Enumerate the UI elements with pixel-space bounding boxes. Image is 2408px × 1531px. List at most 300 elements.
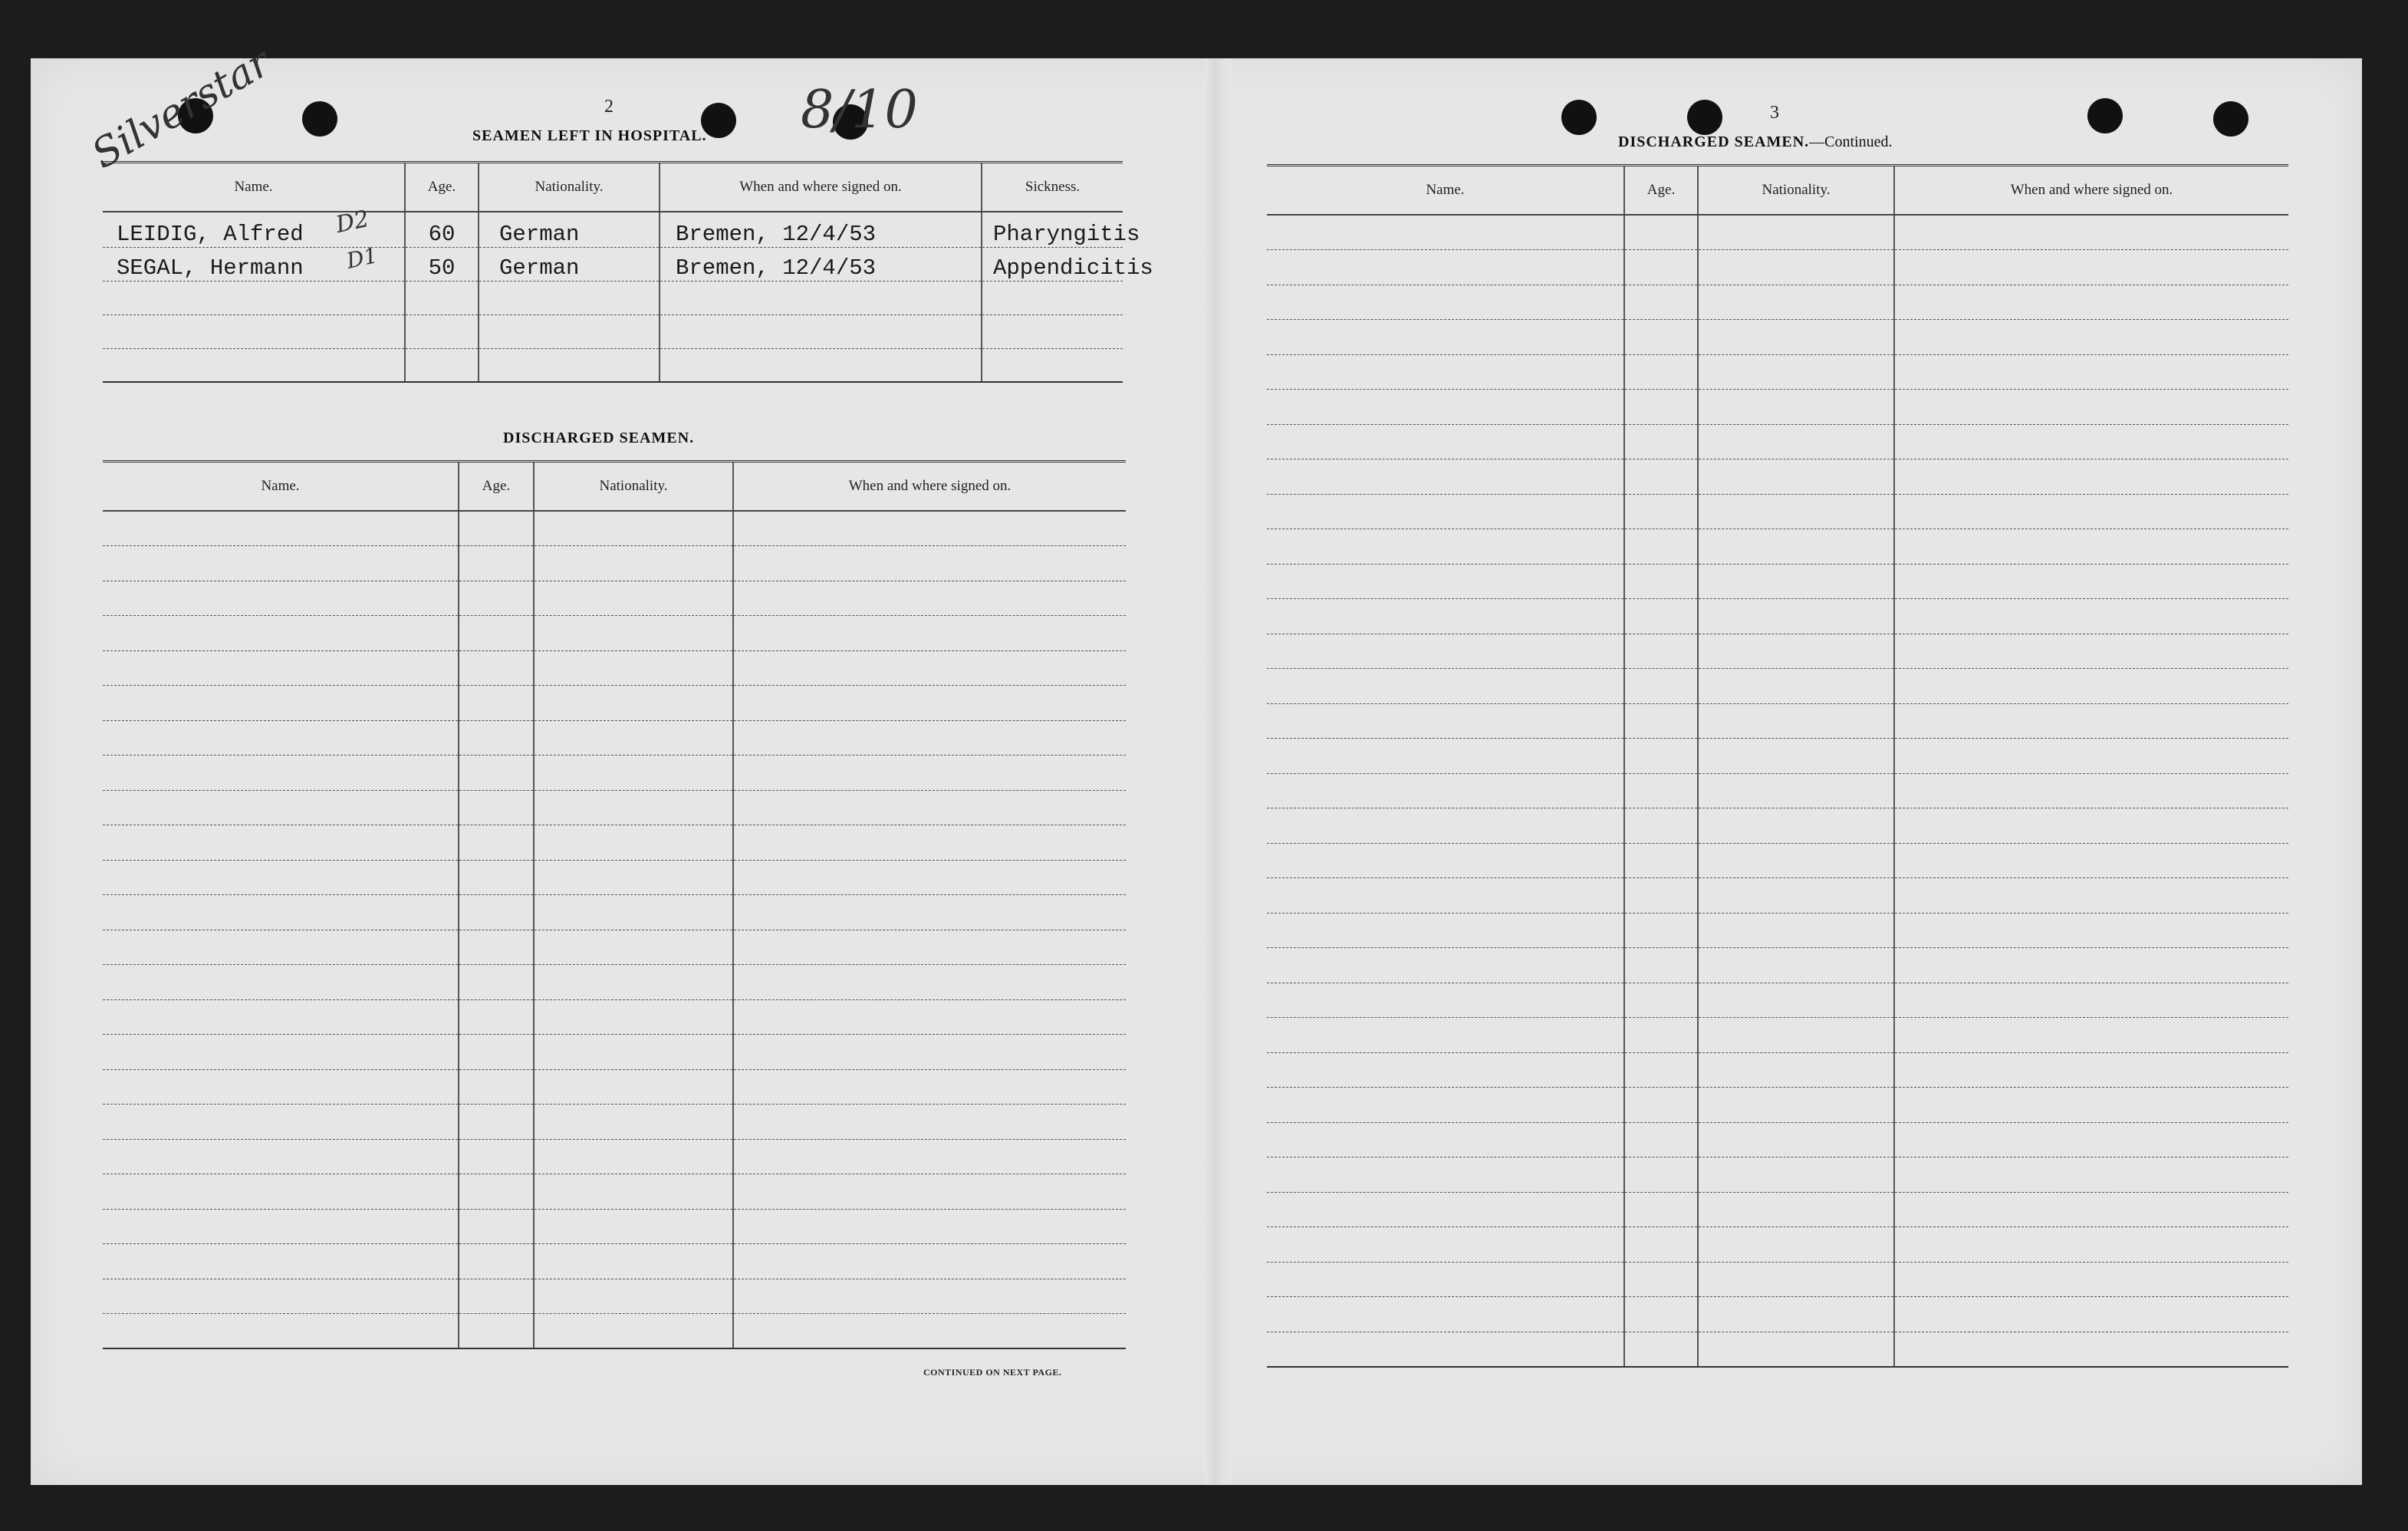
column-header-name: Name. bbox=[103, 462, 459, 512]
blank-cell bbox=[1698, 1122, 1894, 1157]
blank-cell bbox=[1894, 564, 2288, 599]
column-header-signed-on: When and where signed on. bbox=[660, 163, 982, 212]
blank-cell bbox=[1267, 564, 1624, 599]
blank-cell bbox=[1267, 529, 1624, 565]
blank-cell bbox=[1267, 599, 1624, 634]
table-row bbox=[1267, 1192, 2288, 1227]
blank-cell bbox=[1267, 703, 1624, 739]
blank-cell bbox=[459, 965, 534, 1000]
section-title-text: DISCHARGED SEAMEN. bbox=[1618, 133, 1810, 150]
blank-cell bbox=[1698, 1262, 1894, 1297]
blank-cell bbox=[1698, 1052, 1894, 1088]
blank-cell bbox=[1267, 634, 1624, 669]
table-row bbox=[1267, 1297, 2288, 1332]
table-row bbox=[1267, 983, 2288, 1018]
table-row bbox=[103, 511, 1126, 546]
blank-cell bbox=[1624, 913, 1698, 948]
blank-cell bbox=[534, 616, 733, 651]
blank-cell bbox=[459, 1244, 534, 1279]
blank-cell bbox=[534, 999, 733, 1035]
blank-cell bbox=[1894, 773, 2288, 808]
blank-cell bbox=[1267, 1122, 1624, 1157]
table-row bbox=[1267, 599, 2288, 634]
blank-cell bbox=[1624, 1297, 1698, 1332]
blank-cell bbox=[459, 1035, 534, 1070]
continued-note: CONTINUED ON NEXT PAGE. bbox=[923, 1367, 1062, 1378]
table-row bbox=[1267, 634, 2288, 669]
blank-cell bbox=[733, 1035, 1126, 1070]
table-row bbox=[1267, 843, 2288, 878]
blank-cell bbox=[103, 1279, 459, 1314]
blank-cell bbox=[103, 511, 459, 546]
table-row bbox=[103, 720, 1126, 756]
blank-cell bbox=[103, 756, 459, 791]
table-row bbox=[1267, 320, 2288, 355]
discharged-table bbox=[103, 460, 1126, 1349]
blank-cell bbox=[1624, 808, 1698, 844]
seaman-sickness: Pharyngitis bbox=[982, 212, 1123, 247]
blank-cell bbox=[1698, 843, 1894, 878]
table-header-row bbox=[103, 163, 1123, 212]
blank-cell bbox=[1267, 1227, 1624, 1263]
blank-cell bbox=[1267, 250, 1624, 285]
table-row bbox=[103, 546, 1126, 581]
blank-cell bbox=[1624, 1332, 1698, 1367]
blank-cell bbox=[459, 1174, 534, 1210]
blank-cell bbox=[1624, 843, 1698, 878]
blank-cell bbox=[1267, 739, 1624, 774]
blank-cell bbox=[459, 1209, 534, 1244]
blank-cell bbox=[534, 1139, 733, 1174]
blank-cell bbox=[459, 1279, 534, 1314]
blank-cell bbox=[1894, 285, 2288, 320]
blank-cell bbox=[1698, 1332, 1894, 1367]
blank-cell bbox=[1698, 285, 1894, 320]
blank-cell bbox=[1267, 1052, 1624, 1088]
blank-cell bbox=[103, 1105, 459, 1140]
blank-cell bbox=[1267, 1192, 1624, 1227]
blank-cell bbox=[459, 930, 534, 965]
table-row bbox=[1267, 913, 2288, 948]
blank-cell bbox=[1267, 285, 1624, 320]
blank-cell bbox=[1624, 1122, 1698, 1157]
blank-cell bbox=[103, 825, 459, 861]
blank-cell bbox=[1624, 599, 1698, 634]
blank-cell bbox=[1624, 1088, 1698, 1123]
blank-cell bbox=[534, 895, 733, 930]
blank-cell bbox=[1698, 1192, 1894, 1227]
blank-cell bbox=[733, 616, 1126, 651]
blank-cell bbox=[459, 860, 534, 895]
blank-cell bbox=[1698, 529, 1894, 565]
seaman-name: SEGAL, Hermann bbox=[103, 247, 405, 281]
seaman-signed-on: Bremen, 12/4/53 bbox=[660, 247, 982, 281]
punch-hole bbox=[2213, 101, 2248, 137]
blank-cell bbox=[1624, 494, 1698, 529]
blank-cell bbox=[1624, 529, 1698, 565]
punch-hole bbox=[2087, 98, 2123, 133]
blank-cell bbox=[103, 999, 459, 1035]
blank-cell bbox=[1624, 703, 1698, 739]
table-row bbox=[1267, 215, 2288, 250]
blank-cell bbox=[1698, 669, 1894, 704]
blank-cell bbox=[1894, 1052, 2288, 1088]
column-header-name: Name. bbox=[1267, 166, 1624, 216]
blank-cell bbox=[1624, 983, 1698, 1018]
blank-cell bbox=[1698, 808, 1894, 844]
blank-cell bbox=[1698, 1088, 1894, 1123]
blank-cell bbox=[103, 720, 459, 756]
blank-cell bbox=[1624, 1052, 1698, 1088]
blank-cell bbox=[1267, 320, 1624, 355]
blank-cell bbox=[1894, 390, 2288, 425]
blank-cell bbox=[1894, 320, 2288, 355]
handwritten-row-mark: D1 bbox=[344, 242, 380, 274]
column-header-age: Age. bbox=[1624, 166, 1698, 216]
blank-cell bbox=[1894, 1157, 2288, 1193]
blank-cell bbox=[1894, 983, 2288, 1018]
column-header-age: Age. bbox=[459, 462, 534, 512]
blank-cell bbox=[733, 1139, 1126, 1174]
blank-cell bbox=[733, 999, 1126, 1035]
page-number: 2 bbox=[604, 97, 614, 117]
blank-cell bbox=[1894, 1018, 2288, 1053]
blank-cell bbox=[1267, 808, 1624, 844]
blank-cell bbox=[733, 511, 1126, 546]
blank-cell bbox=[1894, 599, 2288, 634]
table-row bbox=[103, 314, 1123, 348]
blank-cell bbox=[534, 1035, 733, 1070]
blank-cell bbox=[534, 790, 733, 825]
seaman-nationality: German bbox=[479, 247, 660, 281]
blank-cell bbox=[1698, 913, 1894, 948]
blank-cell bbox=[103, 965, 459, 1000]
blank-cell bbox=[534, 546, 733, 581]
table-row bbox=[1267, 1088, 2288, 1123]
blank-cell bbox=[1624, 1227, 1698, 1263]
blank-cell bbox=[459, 790, 534, 825]
blank-cell bbox=[733, 790, 1126, 825]
blank-cell bbox=[1624, 459, 1698, 495]
blank-cell bbox=[1698, 215, 1894, 250]
column-header-signed-on: When and where signed on. bbox=[733, 462, 1126, 512]
blank-cell bbox=[1894, 913, 2288, 948]
blank-cell bbox=[1698, 390, 1894, 425]
blank-cell bbox=[534, 1244, 733, 1279]
blank-cell bbox=[459, 686, 534, 721]
blank-cell bbox=[1624, 320, 1698, 355]
blank-cell bbox=[534, 825, 733, 861]
table-row bbox=[103, 895, 1126, 930]
table-row bbox=[1267, 529, 2288, 565]
table-row bbox=[1267, 390, 2288, 425]
table-row bbox=[103, 1069, 1126, 1105]
blank-cell bbox=[733, 756, 1126, 791]
blank-cell bbox=[1894, 494, 2288, 529]
blank-cell bbox=[733, 1209, 1126, 1244]
blank-cell bbox=[1267, 215, 1624, 250]
blank-cell bbox=[1894, 354, 2288, 390]
blank-cell bbox=[1894, 1332, 2288, 1367]
blank-cell bbox=[733, 1174, 1126, 1210]
column-header-nationality: Nationality. bbox=[534, 462, 733, 512]
table-row bbox=[1267, 1262, 2288, 1297]
blank-cell bbox=[733, 546, 1126, 581]
blank-cell bbox=[459, 650, 534, 686]
seaman-nationality: German bbox=[479, 212, 660, 247]
blank-cell bbox=[1624, 773, 1698, 808]
table-row bbox=[103, 212, 1123, 247]
blank-cell bbox=[534, 511, 733, 546]
blank-cell bbox=[1624, 739, 1698, 774]
blank-cell bbox=[459, 720, 534, 756]
table-row bbox=[103, 686, 1126, 721]
blank-cell bbox=[1698, 983, 1894, 1018]
table-row bbox=[1267, 1122, 2288, 1157]
blank-cell bbox=[1698, 739, 1894, 774]
table-row bbox=[1267, 564, 2288, 599]
blank-cell bbox=[1894, 878, 2288, 914]
table-row bbox=[103, 860, 1126, 895]
table-header-row bbox=[1267, 166, 2288, 216]
blank-cell bbox=[733, 1314, 1126, 1349]
blank-cell bbox=[1698, 703, 1894, 739]
table-row bbox=[1267, 773, 2288, 808]
blank-cell bbox=[1624, 634, 1698, 669]
blank-cell bbox=[1624, 1157, 1698, 1193]
table-row bbox=[1267, 1332, 2288, 1367]
table-row bbox=[1267, 1018, 2288, 1053]
table-row bbox=[103, 999, 1126, 1035]
blank-cell bbox=[1894, 634, 2288, 669]
table-row bbox=[103, 965, 1126, 1000]
table-row bbox=[103, 1314, 1126, 1349]
blank-cell bbox=[534, 930, 733, 965]
blank-cell bbox=[1267, 1088, 1624, 1123]
discharged-continued-table bbox=[1267, 164, 2288, 1368]
blank-cell bbox=[1698, 878, 1894, 914]
blank-cell bbox=[1624, 215, 1698, 250]
table-row bbox=[1267, 1157, 2288, 1193]
column-header-nationality: Nationality. bbox=[1698, 166, 1894, 216]
blank-cell bbox=[1267, 459, 1624, 495]
column-header-signed-on: When and where signed on. bbox=[1894, 166, 2288, 216]
table-row bbox=[103, 790, 1126, 825]
table-row bbox=[103, 1244, 1126, 1279]
blank-cell bbox=[1698, 494, 1894, 529]
blank-cell bbox=[733, 686, 1126, 721]
page-number: 3 bbox=[1770, 103, 1779, 123]
table-row bbox=[103, 581, 1126, 616]
blank-cell bbox=[459, 581, 534, 616]
blank-cell bbox=[1698, 354, 1894, 390]
blank-cell bbox=[103, 860, 459, 895]
table-row bbox=[103, 1279, 1126, 1314]
blank-cell bbox=[1894, 948, 2288, 983]
table-row bbox=[1267, 494, 2288, 529]
blank-cell bbox=[1267, 494, 1624, 529]
blank-cell bbox=[534, 1069, 733, 1105]
blank-cell bbox=[1624, 878, 1698, 914]
blank-cell bbox=[1894, 739, 2288, 774]
blank-cell bbox=[1698, 773, 1894, 808]
table-row bbox=[103, 1139, 1126, 1174]
blank-cell bbox=[1624, 564, 1698, 599]
blank-cell bbox=[1267, 1297, 1624, 1332]
blank-cell bbox=[1894, 529, 2288, 565]
table-row bbox=[103, 650, 1126, 686]
blank-cell bbox=[1624, 1018, 1698, 1053]
blank-cell bbox=[1624, 948, 1698, 983]
blank-cell bbox=[1267, 1018, 1624, 1053]
hospital-section-title: SEAMEN LEFT IN HOSPITAL. bbox=[472, 127, 707, 144]
blank-cell bbox=[103, 1035, 459, 1070]
blank-cell bbox=[1624, 669, 1698, 704]
blank-cell bbox=[459, 1069, 534, 1105]
blank-cell bbox=[534, 756, 733, 791]
continued-suffix: —Continued. bbox=[1809, 133, 1893, 150]
blank-cell bbox=[1698, 250, 1894, 285]
blank-cell bbox=[1624, 390, 1698, 425]
blank-cell bbox=[459, 616, 534, 651]
blank-cell bbox=[459, 511, 534, 546]
blank-cell bbox=[1894, 459, 2288, 495]
blank-cell bbox=[1698, 1018, 1894, 1053]
discharged-section-title: DISCHARGED SEAMEN. bbox=[503, 430, 695, 446]
blank-cell bbox=[733, 860, 1126, 895]
blank-cell bbox=[1698, 599, 1894, 634]
table-row bbox=[103, 756, 1126, 791]
table-row bbox=[1267, 808, 2288, 844]
blank-cell bbox=[733, 1069, 1126, 1105]
blank-cell bbox=[733, 650, 1126, 686]
blank-cell bbox=[1894, 215, 2288, 250]
blank-cell bbox=[1624, 250, 1698, 285]
blank-cell bbox=[733, 720, 1126, 756]
blank-cell bbox=[733, 825, 1126, 861]
blank-cell bbox=[1624, 424, 1698, 459]
blank-cell bbox=[733, 1244, 1126, 1279]
blank-cell bbox=[103, 686, 459, 721]
blank-cell bbox=[1894, 1262, 2288, 1297]
blank-cell bbox=[733, 965, 1126, 1000]
blank-cell bbox=[1624, 285, 1698, 320]
blank-cell bbox=[459, 546, 534, 581]
seaman-age: 50 bbox=[405, 247, 479, 281]
blank-cell bbox=[459, 999, 534, 1035]
table-row bbox=[1267, 1052, 2288, 1088]
blank-cell bbox=[1698, 1157, 1894, 1193]
blank-cell bbox=[1267, 878, 1624, 914]
table-row bbox=[1267, 948, 2288, 983]
table-row bbox=[103, 1105, 1126, 1140]
page-fold bbox=[1204, 58, 1232, 1485]
blank-cell bbox=[459, 895, 534, 930]
blank-cell bbox=[1894, 1192, 2288, 1227]
table-row bbox=[1267, 459, 2288, 495]
table-row bbox=[103, 348, 1123, 382]
blank-cell bbox=[1267, 390, 1624, 425]
table-row bbox=[103, 247, 1123, 281]
table-row bbox=[103, 825, 1126, 861]
blank-cell bbox=[1698, 459, 1894, 495]
table-row bbox=[1267, 250, 2288, 285]
blank-cell bbox=[1698, 948, 1894, 983]
blank-cell bbox=[103, 581, 459, 616]
blank-cell bbox=[1894, 250, 2288, 285]
blank-cell bbox=[103, 616, 459, 651]
blank-cell bbox=[1698, 634, 1894, 669]
seaman-sickness: Appendicitis bbox=[982, 247, 1123, 281]
blank-cell bbox=[1894, 1227, 2288, 1263]
blank-cell bbox=[534, 965, 733, 1000]
handwritten-margin-name: Silverstar bbox=[84, 39, 278, 178]
punch-hole bbox=[1687, 100, 1722, 135]
blank-cell bbox=[1267, 983, 1624, 1018]
column-header-name: Name. bbox=[103, 163, 405, 212]
blank-cell bbox=[1267, 354, 1624, 390]
blank-cell bbox=[1267, 843, 1624, 878]
blank-cell bbox=[1624, 1262, 1698, 1297]
hospital-table bbox=[103, 161, 1153, 383]
blank-cell bbox=[103, 930, 459, 965]
blank-cell bbox=[1698, 424, 1894, 459]
blank-cell bbox=[534, 686, 733, 721]
blank-cell bbox=[534, 860, 733, 895]
blank-cell bbox=[534, 1209, 733, 1244]
blank-cell bbox=[1267, 1262, 1624, 1297]
blank-cell bbox=[459, 1139, 534, 1174]
blank-cell bbox=[534, 1314, 733, 1349]
punch-hole bbox=[302, 101, 337, 137]
seaman-signed-on: Bremen, 12/4/53 bbox=[660, 212, 982, 247]
blank-cell bbox=[459, 756, 534, 791]
blank-cell bbox=[459, 1314, 534, 1349]
punch-hole bbox=[1561, 100, 1597, 135]
blank-cell bbox=[103, 650, 459, 686]
blank-cell bbox=[1894, 843, 2288, 878]
table-row bbox=[103, 281, 1123, 314]
blank-cell bbox=[733, 1279, 1126, 1314]
table-row bbox=[103, 930, 1126, 965]
blank-cell bbox=[103, 790, 459, 825]
blank-cell bbox=[534, 1279, 733, 1314]
table-row bbox=[1267, 739, 2288, 774]
blank-cell bbox=[1698, 1297, 1894, 1332]
column-header-age: Age. bbox=[405, 163, 479, 212]
blank-cell bbox=[1698, 1227, 1894, 1263]
table-row bbox=[1267, 703, 2288, 739]
blank-cell bbox=[1267, 948, 1624, 983]
blank-cell bbox=[1267, 913, 1624, 948]
blank-cell bbox=[1894, 808, 2288, 844]
blank-cell bbox=[103, 546, 459, 581]
blank-cell bbox=[1894, 669, 2288, 704]
blank-cell bbox=[1894, 703, 2288, 739]
blank-cell bbox=[534, 720, 733, 756]
blank-cell bbox=[1894, 1297, 2288, 1332]
blank-cell bbox=[103, 1069, 459, 1105]
blank-cell bbox=[103, 1174, 459, 1210]
blank-cell bbox=[534, 1174, 733, 1210]
blank-cell bbox=[733, 930, 1126, 965]
table-row bbox=[1267, 354, 2288, 390]
blank-cell bbox=[1894, 424, 2288, 459]
handwritten-row-mark: D2 bbox=[333, 205, 372, 239]
column-header-nationality: Nationality. bbox=[479, 163, 660, 212]
table-row bbox=[103, 1209, 1126, 1244]
blank-cell bbox=[1698, 564, 1894, 599]
